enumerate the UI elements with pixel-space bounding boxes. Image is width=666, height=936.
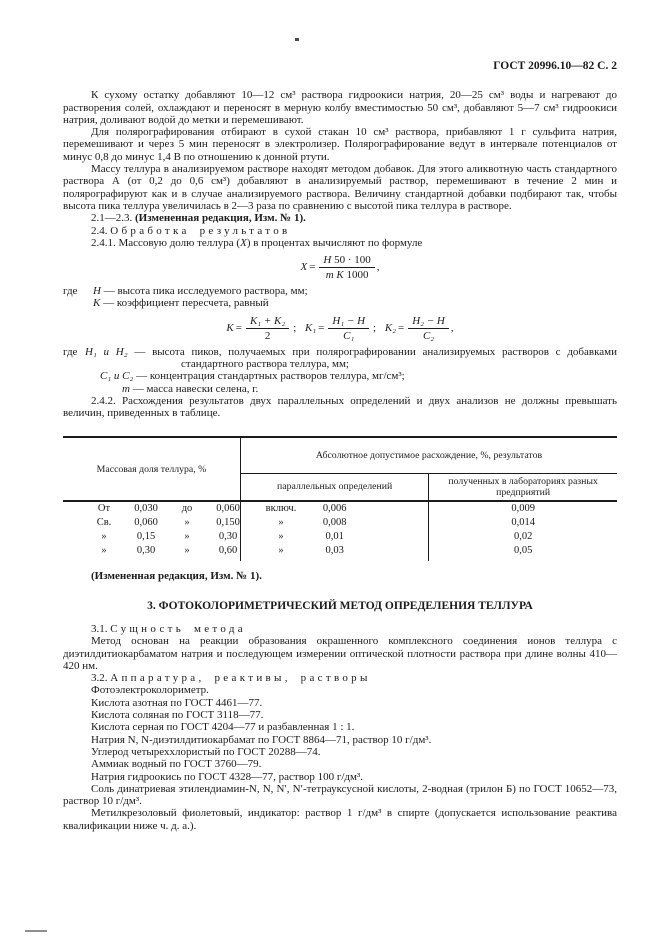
range-cell <box>63 530 284 544</box>
formula-mass-fraction <box>63 254 617 281</box>
range-prefix: » <box>101 545 107 557</box>
range-prefix: Св. <box>96 516 112 528</box>
clause-2-4-1-var: X <box>240 236 247 249</box>
table-col1-header: Массовая доля теллура, % <box>63 437 241 501</box>
range-to: 0,060 <box>216 502 240 514</box>
reagent-item: Соль динатриевая этилендиамин-N, N, N′, N′-тетрауксусной кислоты, 2-водная (трилон Б) по ГОСТ 10652—73, раствор 10 г/дм³. <box>63 782 617 808</box>
reagent-item: Аммиак водный по ГОСТ 3760—79. <box>91 758 262 771</box>
formula-tail: , <box>450 321 454 334</box>
clause-2-4-2: 2.4.2. Расхождения результатов двух параллельных определений и двух анализов не должны превышать величин, приведенных в таблице. <box>63 394 617 420</box>
reagent-item: Фотоэлектроколориметр. <box>91 684 209 697</box>
where2-term-C12: C₁ и C₂ <box>100 370 134 383</box>
range-suffix: » <box>278 516 284 528</box>
equals-sign: = <box>309 261 316 274</box>
range-mid: » <box>184 530 190 542</box>
value-parallel: 0,01 <box>241 530 429 544</box>
range-to: 0,60 <box>218 545 238 557</box>
results-table <box>63 436 617 562</box>
range-from: 0,030 <box>134 502 158 514</box>
where2-desc-C12: — концентрация стандартных растворов теллура, мг/см³; <box>136 370 405 383</box>
paragraph-method-essence: Метод основан на реакции образования окрашенного комплексного соединения ионов теллура с диэтилдитиокарбаматом натрия и последующем измерении оптической плотности раствора при длине волны 410—420 нм. <box>63 635 617 672</box>
formula2-den-3: C₂ <box>422 329 435 342</box>
table-header-row-1 <box>63 437 617 474</box>
heading-2-4-title: Обработка результатов <box>110 224 291 237</box>
range-parts <box>63 530 284 544</box>
table-row <box>63 530 617 544</box>
amendment-line <box>63 212 617 224</box>
range-from: 0,15 <box>136 530 156 542</box>
range-from: 0,060 <box>134 516 158 528</box>
formula-coefficients <box>63 315 617 342</box>
fraction-numerator <box>408 315 449 329</box>
fraction-denominator <box>423 329 434 342</box>
fraction-numerator <box>319 254 374 268</box>
range-mid: до <box>181 502 193 514</box>
reagent-item: Метилкрезоловый фиолетовый, индикатор: раствор 1 г/дм³ в спирте (допускается использование реактива квалификации ниже ч. д. а.). <box>63 807 617 832</box>
formula2-num-1: K₁ + K₂ <box>249 314 286 327</box>
value-parallel: 0,03 <box>241 544 429 561</box>
value-labs: 0,02 <box>513 530 533 542</box>
fraction <box>319 254 374 281</box>
formula1-den-var: m K <box>325 269 344 282</box>
where2-term-H12: H₁ и H₂ <box>85 345 128 358</box>
paragraph-dry-residue: К сухому остатку добавляют 10—12 см³ раствора гидроокиси натрия, 20—25 см³ воды и нагревают до растворения солей, охлаждают и переносят в мерную колбу вместимостью 50 см³, добавляют 5—7 см³ гидроокиси натрия, доливают водой до метки и перемешивают. <box>63 89 617 126</box>
paragraph-polarography: Для полярографирования отбирают в сухой стакан 10 см³ раствора, прибавляют 1 г сульфита натрия, перемешивают и через 5 мин переносят в электролизер. Полярографирование ведут в интервале потенциалов от минус 0,8 до минус 1,4 В по отношению к донной ртути. <box>63 126 617 163</box>
fraction <box>408 315 449 342</box>
range-suffix: включ. <box>265 502 297 514</box>
clause-2-4-1-text-post: ) в процентах вычисляют по формуле <box>246 236 423 249</box>
where1-term-H: H <box>93 285 101 298</box>
where2-desc-m: — масса навески селена, г. <box>132 382 259 395</box>
where2-row1 <box>63 346 617 371</box>
range-mid: » <box>184 516 190 528</box>
table-row <box>63 516 617 530</box>
formula2-num-2: H₁ − H <box>332 314 366 327</box>
section-3-title: 3. ФОТОКОЛОРИМЕТРИЧЕСКИЙ МЕТОД ОПРЕДЕЛЕНИЯ ТЕЛЛУРА <box>147 599 533 612</box>
where2-desc-H12: — высота пиков, получаемых при полярографировании анализируемых растворов с добавками стандартного раствора теллура, мм; <box>134 345 617 371</box>
equals-sign: = <box>235 321 242 334</box>
value-labs: 0,014 <box>511 516 535 528</box>
reagent-item: Натрия N, N-диэтилдитиокарбамат по ГОСТ 8864—71, раствор 10 г/дм³. <box>91 733 432 746</box>
fraction-denominator <box>343 329 354 342</box>
value-labs: 0,009 <box>511 502 535 514</box>
where-label: где <box>63 285 78 298</box>
fraction <box>328 315 369 342</box>
formula1-num-rest: 50 · 100 <box>334 254 371 267</box>
range-parts <box>63 516 284 530</box>
where1-desc-H: — высота пика исследуемого раствора, мм; <box>103 285 308 298</box>
fraction-denominator: 2 <box>264 329 271 342</box>
formula2-lhs-1: K <box>226 321 234 334</box>
page-header: ГОСТ 20996.10—82 С. 2 <box>493 60 617 72</box>
scan-speck-top <box>295 38 299 41</box>
formula2-den-2: C₁ <box>343 329 355 342</box>
amendment-ref: 2.1—2.3. <box>91 212 133 225</box>
where1-row2 <box>63 297 617 309</box>
amendment-text: (Измененная редакция, Изм. № 1). <box>135 212 306 225</box>
clause-2-4-1-text-pre: Массовую долю теллура ( <box>118 236 241 249</box>
range-prefix: » <box>101 530 107 542</box>
heading-3-1 <box>63 623 617 635</box>
clause-2-4-1 <box>63 237 617 249</box>
fraction <box>246 315 289 342</box>
where1-term-K: K <box>93 297 101 310</box>
table-amendment-note <box>63 570 617 582</box>
where-label: где <box>63 345 78 358</box>
clause-2-4-1-num: 2.4.1. <box>91 236 116 249</box>
heading-2-4-num: 2.4. <box>91 224 108 237</box>
reagent-item: Кислота азотная по ГОСТ 4461—77. <box>91 696 263 709</box>
reagent-item: Кислота серная по ГОСТ 4204—77 и разбавленная 1 : 1. <box>91 721 355 734</box>
formula1-den-rest: 1000 <box>346 269 369 282</box>
table-subheader-labs: полученных в лабораториях разных предприятий <box>429 473 617 501</box>
range-suffix: » <box>278 545 284 557</box>
where2-row3 <box>63 383 617 395</box>
formula-separator: ; <box>373 321 377 334</box>
formula1-num-var: H <box>323 254 332 267</box>
reagent-item: Кислота соляная по ГОСТ 3118—77. <box>91 709 264 722</box>
range-mid: » <box>184 545 190 557</box>
table-amendment-text: (Измененная редакция, Изм. № 1). <box>91 570 262 583</box>
formula2-lhs-2: K₁ <box>305 321 317 334</box>
equals-sign: = <box>318 321 325 334</box>
fraction-denominator <box>326 268 369 281</box>
heading-3-2-title: Аппаратура, реактивы, растворы <box>110 672 371 685</box>
value-parallel: 0,006 <box>241 501 429 516</box>
value-parallel: 0,008 <box>241 516 429 530</box>
range-prefix: От <box>97 502 111 514</box>
reagent-item: Натрия гидроокись по ГОСТ 4328—77, раствор 100 г/дм³. <box>91 770 364 783</box>
range-parts <box>63 502 297 516</box>
where2-term-m: m <box>122 382 130 395</box>
table-span-header: Абсолютное допустимое расхождение, %, результатов <box>241 437 618 474</box>
range-cell <box>63 516 284 530</box>
formula-separator: ; <box>293 321 297 334</box>
formula1-tail: , <box>376 261 380 274</box>
heading-3-2 <box>63 672 617 684</box>
range-cell <box>63 501 297 516</box>
equals-sign: = <box>398 321 405 334</box>
scan-speck-bottom <box>25 930 47 932</box>
table-row <box>63 544 617 561</box>
reagent-item: Углерод четыреххлористый по ГОСТ 20288—74. <box>91 745 321 758</box>
range-suffix: » <box>278 530 284 542</box>
where1-desc-K: — коэффициент пересчета, равный <box>103 297 269 310</box>
table-subheader-parallel: параллельных определений <box>241 473 429 501</box>
range-cell <box>63 544 284 561</box>
range-to: 0,30 <box>218 530 238 542</box>
formula2-lhs-3: K₂ <box>384 321 397 334</box>
fraction-numerator <box>328 315 369 329</box>
heading-3-1-title: Сущность метода <box>110 622 246 635</box>
range-from: 0,30 <box>136 545 156 557</box>
formula1-lhs: X <box>300 261 308 274</box>
where2-row2 <box>63 370 617 382</box>
fraction-numerator <box>246 315 289 329</box>
table-row <box>63 501 617 516</box>
heading-2-4 <box>63 225 617 237</box>
heading-3-2-num: 3.2. <box>91 672 108 685</box>
formula2-num-3: H₂ − H <box>412 314 445 327</box>
heading-3-1-num: 3.1. <box>91 622 108 635</box>
paragraph-tellurium-mass: Массу теллура в анализируемом растворе находят методом добавок. Для этого аликвотную часть стандартного раствора А (от 0,2 до 0,6 см³) добавляют в анализируемый раствор, перемешивают в течение 2 мин и полярографируют как и в случае анализируемого раствора. Величину стандартной добавки подбирают так, чтобы высота пика теллура увеличилась в 2—3 раза по сравнению с высотой пика теллура в растворе. <box>63 163 617 212</box>
value-labs: 0,05 <box>513 545 533 557</box>
range-parts <box>63 544 284 558</box>
where1-row1 <box>63 285 617 297</box>
range-to: 0,150 <box>216 516 240 528</box>
page-content <box>63 60 617 832</box>
reagent-list <box>63 684 617 832</box>
